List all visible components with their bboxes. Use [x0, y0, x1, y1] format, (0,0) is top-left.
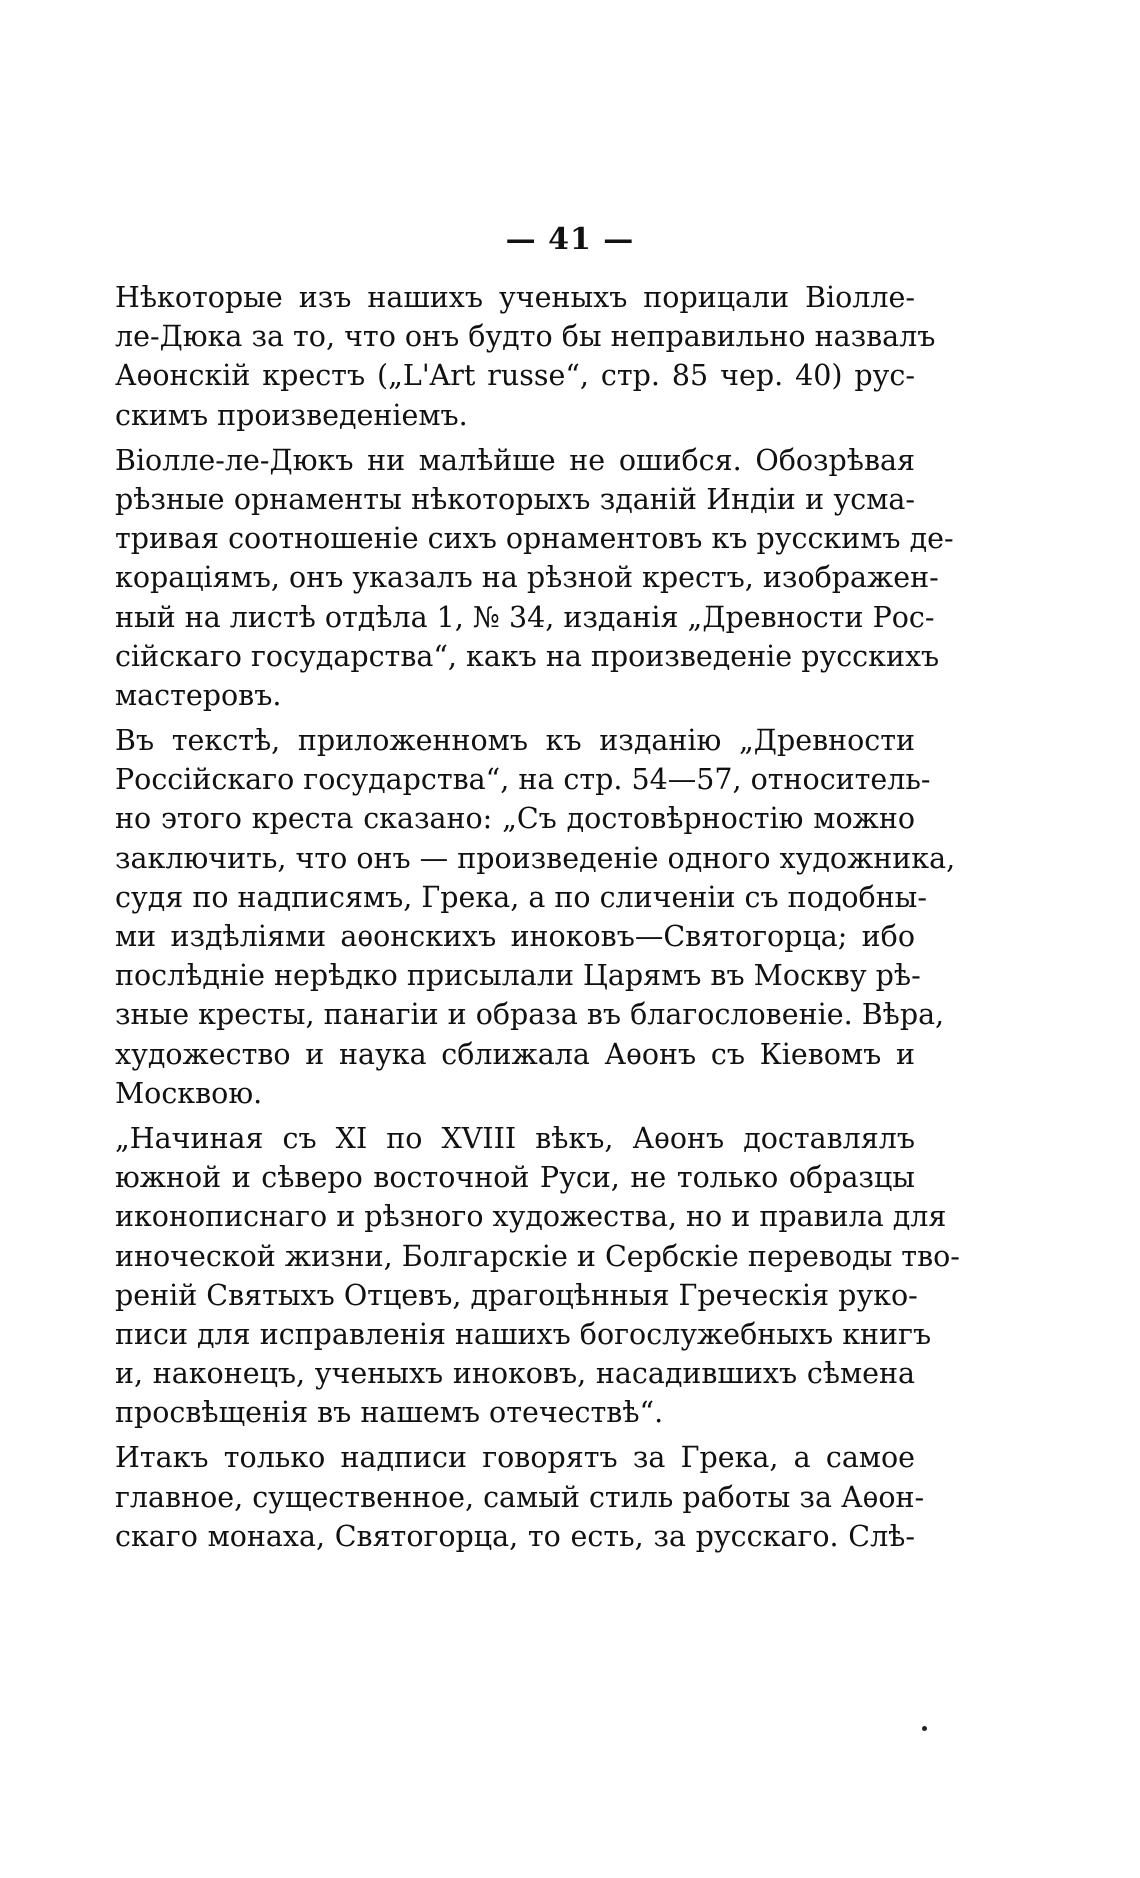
text-line: ми издѣліями аѳонскихъ иноковъ—Святогорца; ибо	[115, 920, 915, 953]
ink-speck	[922, 1726, 927, 1731]
text-line: скимъ произведеніемъ.	[115, 398, 468, 432]
text-line: скаго монаха, Святогорца, то есть, за русскаго. Слѣ-	[115, 1519, 915, 1553]
text-line: писи для исправленія нашихъ богослужебныхъ книгъ	[115, 1317, 932, 1351]
paragraph	[115, 278, 936, 435]
text-line: послѣдніе нерѣдко присылали Царямъ въ Москву рѣ-	[115, 959, 921, 993]
paragraph	[115, 441, 954, 715]
text-line: ный на листѣ отдѣла 1, № 34, изданія „Древности Рос-	[115, 600, 935, 634]
text-line: но этого креста сказано: „Съ достовѣрностію можно	[115, 802, 915, 836]
text-line: судя по надписямъ, Грека, а по сличеніи съ подобны-	[115, 880, 927, 914]
text-line: тривая соотношеніе сихъ орнаментовъ къ русскимъ де-	[115, 522, 954, 556]
text-line: мастеровъ.	[115, 678, 282, 712]
text-line: Аѳонскій крестъ („L'Art russe“, стр. 85 чер. 40) рус-	[115, 359, 915, 393]
text-line: сійскаго государства“, какъ на произведеніе русскихъ	[115, 639, 940, 673]
page-number: — 41 —	[505, 222, 635, 257]
text-line: Россійскаго государства“, на стр. 54—57, относитель-	[115, 763, 931, 797]
text-line: южной и сѣверо восточной Руси, не только образцы	[115, 1161, 915, 1195]
text-line: Нѣкоторые изъ нашихъ ученыхъ порицали Віолле-	[115, 281, 915, 314]
text-line: Москвою.	[115, 1076, 263, 1110]
text-line: иконописнаго и рѣзного художества, но и правила для	[115, 1200, 947, 1234]
text-line: Въ текстѣ, приложенномъ къ изданію „Древности	[115, 724, 915, 758]
text-line: Итакъ только надписи говорятъ за Грека, а самое	[115, 1441, 915, 1475]
text-line: рѣзные орнаменты нѣкоторыхъ зданій Индіи и усма-	[115, 482, 915, 516]
text-line: художество и наука сближала Аѳонъ съ Кіевомъ и	[115, 1037, 915, 1071]
text-line: кораціямъ, онъ указалъ на рѣзной крестъ, изображен-	[115, 561, 939, 595]
body-text	[115, 278, 960, 1562]
text-line: иноческой жизни, Болгарскіе и Сербскіе переводы тво-	[115, 1239, 960, 1273]
text-line: Віолле-ле-Дюкъ ни малѣйше не ошибся. Обозрѣвая	[115, 443, 915, 477]
paragraph	[115, 721, 956, 1113]
text-line: просвѣщенія въ нашемъ отечествѣ“.	[115, 1396, 664, 1430]
text-line: заключить, что онъ — произведеніе одного художника,	[115, 841, 956, 875]
text-line: и, наконецъ, ученыхъ иноковъ, насадившихъ сѣмена	[115, 1357, 915, 1391]
paragraph	[115, 1438, 925, 1556]
paragraph	[115, 1119, 960, 1433]
text-line: реній Святыхъ Отцевъ, драгоцѣнныя Греческія руко-	[115, 1278, 918, 1312]
text-line: зные кресты, панагіи и образа въ благословеніе. Вѣра,	[115, 998, 945, 1032]
text-line: ле-Дюка за то, что онъ будто бы неправильно назвалъ	[115, 320, 936, 354]
text-line: „Начиная съ XI по XVIII вѣкъ, Аѳонъ доставлялъ	[115, 1121, 915, 1155]
text-line: главное, существенное, самый стиль работы за Аѳон-	[115, 1480, 925, 1514]
